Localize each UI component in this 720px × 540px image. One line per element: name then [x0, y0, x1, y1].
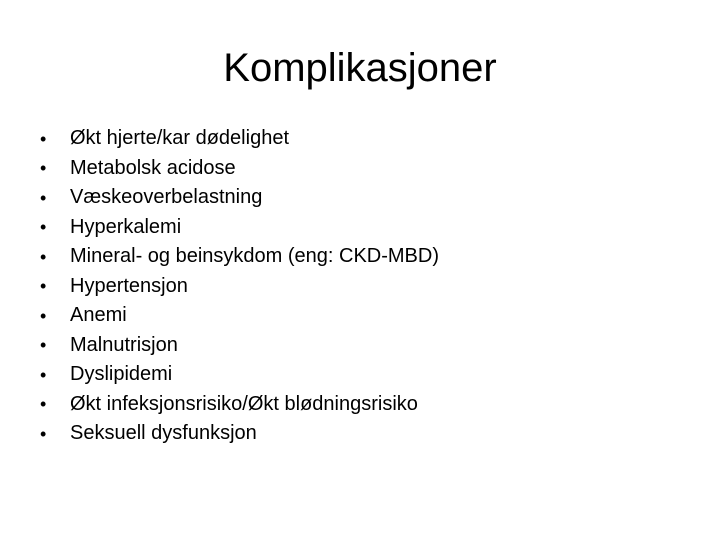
list-item-text: Økt infeksjonsrisiko/Økt blødningsrisiko: [70, 392, 418, 415]
bullet-icon: •: [40, 305, 47, 326]
bullet-icon: •: [40, 187, 47, 208]
bullet-icon: •: [40, 335, 47, 356]
list-item: [40, 183, 680, 213]
bullet-icon: •: [40, 217, 47, 238]
list-item-text: Malnutrisjon: [70, 333, 178, 356]
list-item-text: Væskeoverbelastning: [70, 186, 263, 209]
list-item-text: Anemi: [70, 304, 127, 327]
list-item: [40, 301, 680, 331]
bullet-icon: •: [40, 276, 47, 297]
bullet-icon: •: [40, 394, 47, 415]
list-item-text: Mineral- og beinsykdom (eng: CKD-MBD): [70, 245, 440, 268]
bullet-icon: •: [40, 423, 47, 444]
list-item: [40, 331, 680, 361]
list-item: [40, 213, 680, 243]
list-item: [40, 124, 680, 154]
list-item: [40, 272, 680, 302]
list-item: [40, 242, 680, 272]
list-item-text: Hypertensjon: [70, 274, 188, 297]
list-item: [40, 419, 680, 449]
bullet-icon: •: [40, 128, 47, 149]
bullet-icon: •: [40, 364, 47, 385]
list-item-text: Seksuell dysfunksjon: [70, 422, 257, 445]
list-item: [40, 360, 680, 390]
list-item-text: Metabolsk acidose: [70, 156, 236, 179]
list-item: [40, 390, 680, 420]
list-item-text: Økt hjerte/kar dødelighet: [70, 127, 289, 150]
list-item: [40, 154, 680, 184]
bullet-icon: •: [40, 158, 47, 179]
list-item-text: Hyperkalemi: [70, 215, 182, 238]
slide-title: Komplikasjoner: [223, 46, 497, 90]
bullet-icon: •: [40, 246, 47, 267]
list-item-text: Dyslipidemi: [70, 363, 173, 386]
bullet-list: [40, 124, 680, 449]
